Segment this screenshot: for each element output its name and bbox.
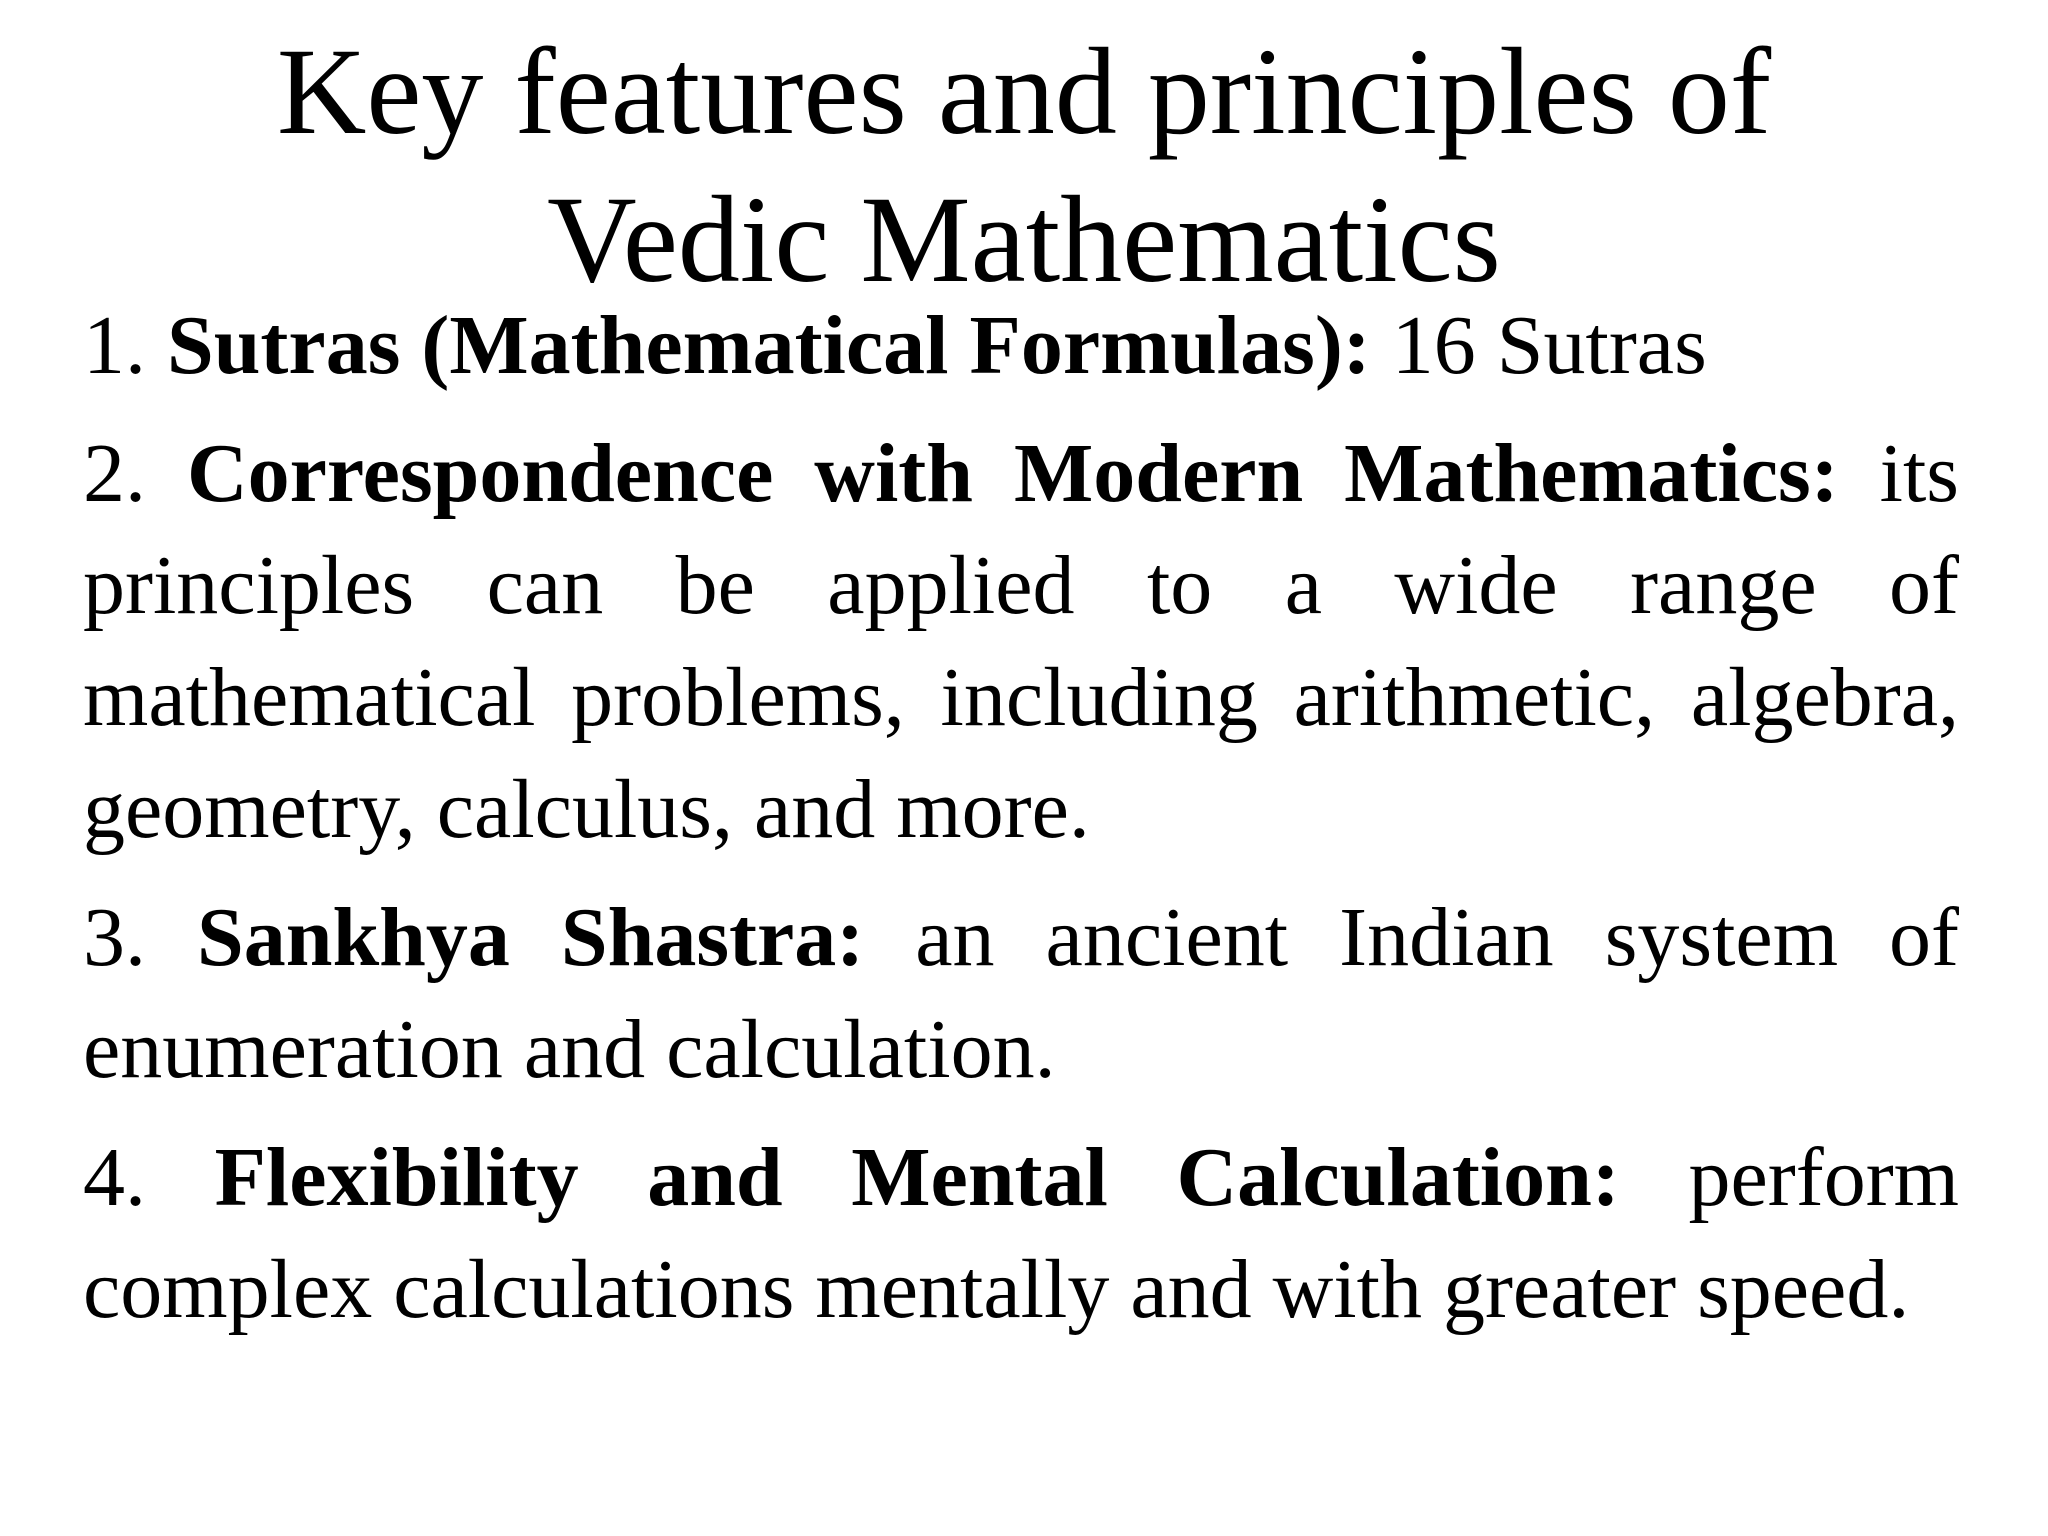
- point-correspondence: [83, 418, 1959, 866]
- point-number: 4.: [83, 1131, 146, 1224]
- point-body: an ancient Indian system of enumeration and calculation.: [83, 891, 1960, 1096]
- slide-title-line-1: Key features and principles of: [276, 23, 1772, 160]
- point-heading: Correspondence with Modern Mathematics:: [186, 427, 1839, 520]
- point-body: its principles can be applied to a wide range of mathematical problems, including arithmetic, algebra, geometry, calculus, and more.: [83, 427, 1959, 856]
- point-sutras: [83, 290, 1959, 402]
- point-body: perform complex calculations mentally and with greater speed.: [83, 1131, 1960, 1336]
- point-heading: Flexibility and Mental Calculation:: [214, 1131, 1620, 1224]
- point-flexibility: [83, 1122, 1959, 1346]
- point-sankhya-shastra: [83, 882, 1959, 1106]
- point-number: 3.: [83, 891, 146, 984]
- point-body: 16 Sutras: [1391, 299, 1707, 392]
- point-heading: Sankhya Shastra:: [197, 891, 865, 984]
- point-number: 1.: [83, 299, 146, 392]
- key-points-list: [83, 290, 1959, 1362]
- point-number: 2.: [83, 427, 146, 520]
- slide-title-line-2: Vedic Mathematics: [547, 171, 1501, 308]
- point-heading: Sutras (Mathematical Formulas):: [167, 299, 1371, 392]
- slide-title: [0, 18, 2048, 314]
